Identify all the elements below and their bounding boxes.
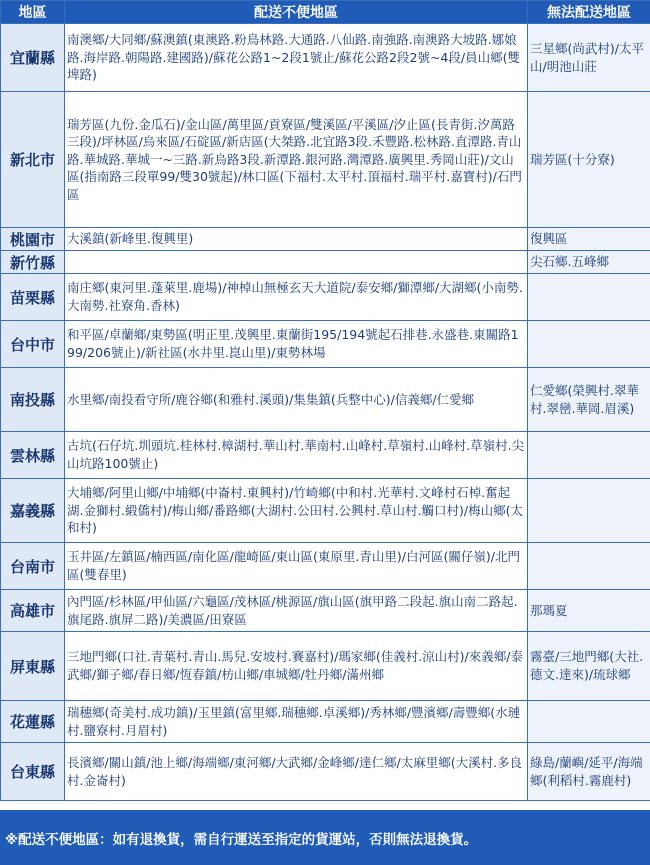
inconvenient-area-cell: 南庄鄉(東河里.蓬萊里.鹿場)/神棹山無極玄天大道院/泰安鄉/獅潭鄉/大湖鄉(小南勢.大南勢.社寮角.香林) [65,274,528,321]
undeliverable-area-cell: 瑞芳區(十分寮) [528,92,650,228]
table-row [1,479,650,543]
inconvenient-area-cell: 大埔鄉/阿里山鄉/中埔鄉(中崙村.東興村)/竹崎鄉(中和村.光華村.文峰村石棹.奮起湖.金獅村.緞僑村)/梅山鄉/番路鄉(大湖村.公田村.公興村.草山村.觸口村)/梅山鄉(太和村) [65,479,528,543]
undeliverable-area-cell [528,543,650,590]
table-row [1,368,650,432]
table-row [1,321,650,368]
inconvenient-area-cell: 水里鄉/南投看守所/鹿谷鄉(和雅村.溪頭)/集集鎮(兵整中心)/信義鄉/仁愛鄉 [65,368,528,432]
inconvenient-area-cell: 三地門鄉(口社.青葉村.青山.馬兒.安坡村.賽嘉村)/瑪家鄉(佳義村.涼山村)/來義鄉/泰武鄉/獅子鄉/春日鄉/恆春鎮/枋山鄉/車城鄉/牡丹鄉/滿州鄉 [65,632,528,701]
table-row [1,92,650,228]
footer-notice-text: ※配送不便地區：如有退換貨，需自行運送至指定的貨運站，否則無法退換貨。 [5,831,478,848]
undeliverable-area-cell [528,432,650,479]
inconvenient-area-cell [65,251,528,274]
undeliverable-area-cell: 尖石鄉.五峰鄉 [528,251,650,274]
inconvenient-area-cell: 瑞穗鄉(奇美村.成功鎮)/玉里鎮(富里鄉.瑞穗鄉.卓溪鄉)/秀林鄉/豐濱鄉/壽豐鄉(水璉村.鹽寮村.月眉村) [65,701,528,743]
undeliverable-area-cell: 綠島/蘭嶼/延平/海端鄉(利稻村.霧鹿村) [528,743,650,801]
undeliverable-area-cell [528,321,650,368]
county-name: 苗栗縣 [1,274,65,321]
table-row [1,743,650,801]
inconvenient-area-cell: 大溪鎮(新峰里.復興里) [65,228,528,251]
undeliverable-area-cell: 霧臺/三地門鄉(大社.德文.達來)/琉球鄉 [528,632,650,701]
county-name: 嘉義縣 [1,479,65,543]
undeliverable-area-cell: 三星鄉(尚武村)/太平山/明池山莊 [528,24,650,92]
county-name: 雲林縣 [1,432,65,479]
table-row [1,228,650,251]
table-row [1,632,650,701]
county-name: 台中市 [1,321,65,368]
county-name: 新北市 [1,92,65,228]
header-inconvenient-area: 配送不便地區 [65,1,528,24]
county-name: 宜蘭縣 [1,24,65,92]
inconvenient-area-cell: 和平區/卓蘭鄉/東勢區(明正里.茂興里.東蘭街195/194號起石排巷.永盛巷.東關路199/206號止)/新社區(水井里.崑山里)/東勢林場 [65,321,528,368]
header-undeliverable-area: 無法配送地區 [528,1,650,24]
county-name: 高雄市 [1,590,65,632]
table-row [1,24,650,92]
inconvenient-area-cell: 玉井區/左鎮區/楠西區/南化區/龍崎區/東山區(東原里.青山里)/白河區(關仔嶺)/北門區(雙春里) [65,543,528,590]
undeliverable-area-cell: 復興區 [528,228,650,251]
table-row [1,432,650,479]
undeliverable-area-cell: 那瑪夏 [528,590,650,632]
table-header-row [1,1,650,24]
table-row [1,543,650,590]
county-name: 桃園市 [1,228,65,251]
undeliverable-area-cell: 仁愛鄉(榮興村.翠華村.翠巒.華岡.眉溪) [528,368,650,432]
county-name: 新竹縣 [1,251,65,274]
inconvenient-area-cell: 內門區/杉林區/甲仙區/六龜區/茂林區/桃源區/旗山區(旗甲路二段起.旗山南二路起.旗尾路.旗屏二路)/美濃區/田寮區 [65,590,528,632]
county-name: 台東縣 [1,743,65,801]
inconvenient-area-cell: 古坑(石仔坑.圳頭坑.桂林村.樟湖村.華山村.華南村.山峰村.草嶺村.山峰村.草嶺村.尖山坑路100號止) [65,432,528,479]
county-name: 屏東縣 [1,632,65,701]
undeliverable-area-cell [528,701,650,743]
county-name: 南投縣 [1,368,65,432]
undeliverable-area-cell [528,274,650,321]
table-row [1,701,650,743]
county-name: 花蓮縣 [1,701,65,743]
inconvenient-area-cell: 長濱鄉/關山鎮/池上鄉/海端鄉/東河鄉/大武鄉/金峰鄉/達仁鄉/太麻里鄉(大溪村.多良村.金崙村) [65,743,528,801]
table-row [1,274,650,321]
table-row [1,590,650,632]
undeliverable-area-cell [528,479,650,543]
footer-notice [0,810,650,865]
inconvenient-area-cell: 瑞芳區(九份.金瓜石)/金山區/萬里區/貢寮區/雙溪區/平溪區/汐止區(長青街.汐萬路三段)/坪林區/烏來區/石碇區/新店區(大桀路.北宜路3段.禾豐路.松林路.直潭路.青山路.華城路.華城一~三路.新烏路3段.新潭路.銀河路.灣潭路.廣興里.秀岡山莊)/文山區(指南路三段單99/雙30號起)/林口區(下福村.太平村.頂福村.瑞平村.嘉寶村)/石門區 [65,92,528,228]
table-row [1,251,650,274]
county-name: 台南市 [1,543,65,590]
header-county: 地區 [1,1,65,24]
inconvenient-area-cell: 南澳鄉/大同鄉/蘇澳鎮(東澳路.粉鳥林路.大通路.八仙路.南強路.南澳路大坡路.娜娘路.海岸路.朝陽路.建國路)/蘇花公路1~2段1號止/蘇花公路2段2號~4段/員山鄉(雙埤路) [65,24,528,92]
